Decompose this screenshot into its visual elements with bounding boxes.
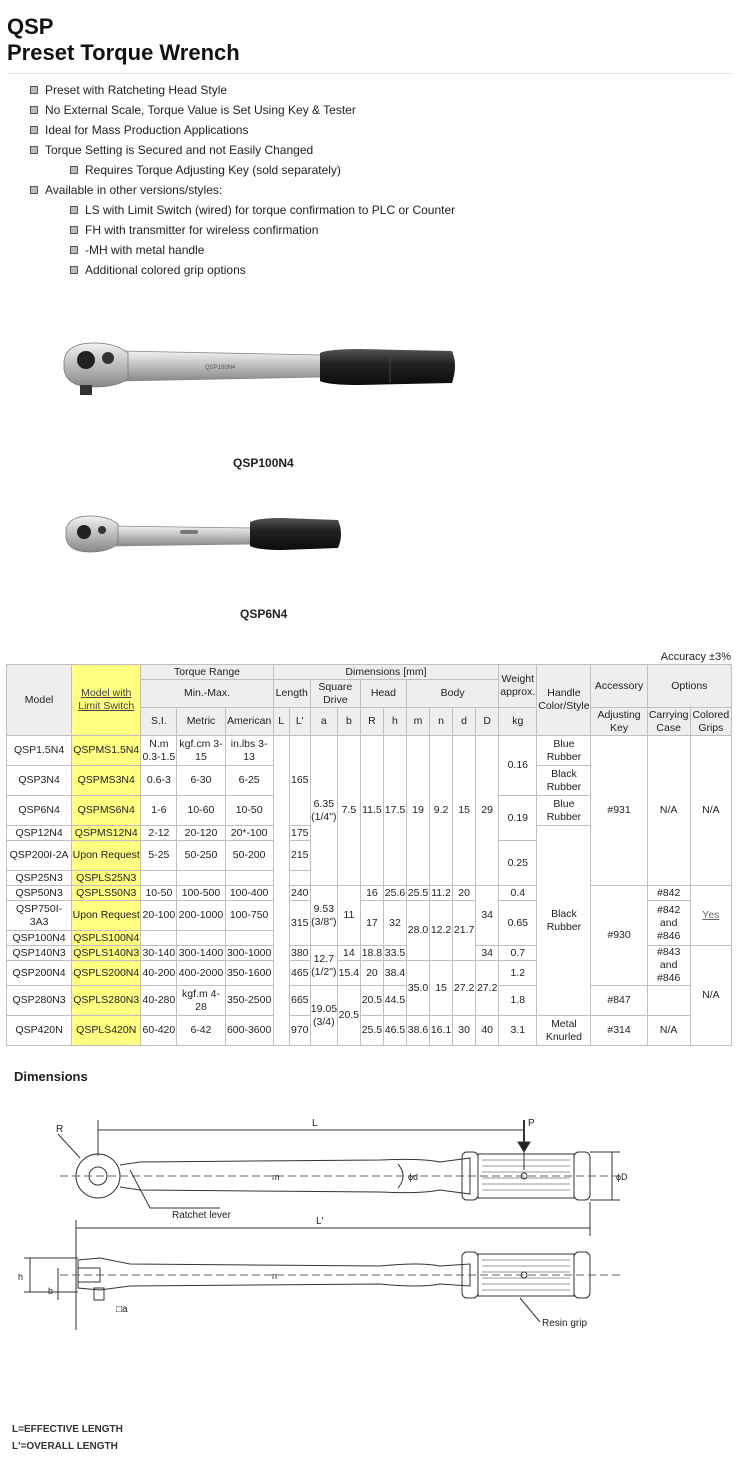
table-cell: 44.5: [383, 986, 406, 1016]
table-cell: QSP200N4: [7, 961, 72, 986]
table-cell: QSP140N3: [7, 946, 72, 961]
bullet-icon: [70, 266, 78, 274]
table-cell: QSPMS12N4: [72, 826, 141, 841]
table-cell: QSPLS280N3: [72, 986, 141, 1016]
table-cell: 15: [430, 961, 453, 1016]
table-cell: 5-25: [141, 841, 177, 871]
table-cell: 20: [453, 886, 476, 901]
table-cell: 30: [453, 1016, 476, 1046]
header-metric: Metric: [177, 708, 225, 736]
table-cell: 1.8: [499, 986, 537, 1016]
legend-effective: L=EFFECTIVE LENGTH: [12, 1424, 123, 1435]
dim-label-P: P: [528, 1118, 535, 1129]
table-cell: N/A: [647, 1016, 690, 1046]
header-h: h: [383, 708, 406, 736]
header-a: a: [310, 708, 337, 736]
table-cell: QSP200I-2A: [7, 841, 72, 871]
cell-Lp: 165: [289, 736, 310, 826]
cell-b: 7.5: [337, 736, 360, 886]
table-cell: 20: [360, 961, 383, 986]
table-cell: 10-50: [225, 796, 273, 826]
header-b: b: [337, 708, 360, 736]
header-dimensions: Dimensions [mm]: [273, 665, 499, 680]
feature-subitem: -MH with metal handle: [30, 240, 455, 260]
bullet-icon: [70, 166, 78, 174]
table-cell: 16: [360, 886, 383, 901]
table-cell: 0.4: [499, 886, 537, 901]
table-cell: 19.05 (3/4): [310, 986, 337, 1046]
cell-D: 29: [476, 736, 499, 886]
table-cell: 300-1000: [226, 946, 272, 959]
table-cell: 14: [337, 946, 360, 961]
table-row: [7, 986, 732, 1016]
header-options: Options: [647, 665, 731, 708]
feature-item: Ideal for Mass Production Applications: [30, 120, 455, 140]
feature-subitem: Requires Torque Adjusting Key (sold separately): [30, 160, 455, 180]
cell-case: N/A: [647, 736, 690, 886]
table-cell: 15.4: [337, 961, 360, 986]
table-cell: 10-60: [177, 796, 225, 826]
table-cell: QSP25N3: [7, 871, 72, 886]
table-cell: QSPLS200N4: [72, 961, 141, 986]
cell-n: 9.2: [430, 736, 453, 886]
table-cell: #930: [591, 886, 647, 986]
table-cell: QSP100N4: [7, 931, 72, 946]
table-cell: 6-42: [177, 1016, 225, 1046]
table-cell: QSPLS25N3: [72, 871, 141, 886]
table-cell: 17: [360, 901, 383, 946]
table-cell: 3.1: [499, 1016, 537, 1046]
table-cell: 20.5: [337, 986, 360, 1046]
dim-label-resin: Resin grip: [542, 1318, 588, 1329]
dim-label-n: n: [272, 1271, 278, 1281]
table-cell: QSPLS100N4: [73, 931, 140, 944]
table-cell: 25.5: [407, 886, 429, 899]
table-cell: 30-140: [142, 946, 176, 959]
cell-weight: 0.16: [499, 736, 537, 796]
table-cell: QSPLS420N: [72, 1016, 141, 1046]
table-cell: 1-6: [141, 796, 177, 826]
table-cell: 27.2: [453, 961, 476, 1016]
table-cell: [177, 931, 225, 946]
table-cell: 6-25: [225, 766, 273, 796]
feature-item: Preset with Ratcheting Head Style: [30, 80, 455, 100]
header-adj-key: Adjusting Key: [591, 708, 647, 736]
cell-metric: kgf.cm 3-15: [177, 736, 225, 766]
table-cell: [690, 886, 731, 946]
table-cell: Black Rubber: [537, 766, 591, 796]
header-torque-range: Torque Range: [141, 665, 273, 680]
table-cell: QSP12N4: [7, 826, 72, 841]
cell-h: 17.5: [383, 736, 406, 886]
table-cell: 350-2500: [225, 986, 273, 1016]
table-cell: 38.6: [406, 1016, 429, 1046]
bullet-icon: [70, 206, 78, 214]
header-carry: Carrying Case: [648, 708, 689, 734]
header-Lp: L': [289, 708, 310, 736]
cell-si: N.m 0.3-1.5: [141, 736, 177, 766]
table-cell: 40: [476, 1016, 499, 1046]
dim-label-R: R: [56, 1124, 64, 1135]
table-cell: 60-420: [141, 1016, 177, 1046]
table-cell: 240: [290, 886, 309, 899]
cell-handle: Blue Rubber: [537, 736, 591, 766]
feature-subitem: FH with transmitter for wireless confirmation: [30, 220, 455, 240]
title-divider: [7, 73, 732, 74]
table-cell: 35.0: [406, 961, 429, 1016]
header-m: m: [406, 708, 429, 736]
table-cell: 6-30: [177, 766, 225, 796]
header-min-max: Min.-Max.: [141, 680, 273, 708]
wrench-photo-qsp6n4: [62, 508, 352, 568]
table-cell: 20-100: [141, 901, 177, 931]
header-n: n: [430, 708, 453, 736]
bullet-icon: [30, 186, 38, 194]
table-cell: 20-120: [177, 826, 225, 841]
table-cell: 970: [289, 1016, 310, 1046]
cell-L: [273, 736, 289, 1046]
dim-label-b: b: [48, 1286, 54, 1296]
dim-label-D: ϕD: [616, 1172, 628, 1182]
feature-item: No External Scale, Torque Value is Set Using Key & Tester: [30, 100, 455, 120]
image-caption-2: QSP6N4: [240, 607, 288, 621]
table-cell: 16.1: [430, 1016, 453, 1046]
table-cell: 11: [337, 886, 360, 946]
cell-model: QSP1.5N4: [7, 736, 72, 766]
spec-table: [6, 664, 732, 1046]
header-accessory: Accessory: [591, 665, 647, 708]
title-line-1: QSP: [7, 14, 54, 39]
bullet-icon: [30, 106, 38, 114]
cell-m: 19: [406, 736, 429, 886]
bullet-icon: [70, 226, 78, 234]
table-cell: 50-250: [177, 841, 225, 871]
table-cell: 46.5: [383, 1016, 406, 1046]
header-length: Length: [273, 680, 310, 708]
legend-overall: L'=OVERALL LENGTH: [12, 1441, 118, 1452]
header-model-ls: Model with Limit Switch: [72, 665, 141, 736]
table-cell: 350-1600: [225, 961, 273, 986]
table-cell: 12.2: [430, 901, 453, 961]
table-cell: Upon Request: [72, 841, 141, 871]
dim-label-h: h: [18, 1272, 24, 1282]
table-cell: 34: [476, 886, 499, 946]
header-grips: Colored Grips: [690, 708, 731, 736]
table-cell: QSP280N3: [7, 986, 72, 1016]
feature-subitem: Additional colored grip options: [30, 260, 455, 280]
table-cell: kgf.m 4-28: [177, 986, 225, 1016]
bullet-icon: [70, 246, 78, 254]
table-cell: 100-750: [225, 901, 273, 931]
header-body: Body: [406, 680, 498, 708]
cell-d: 15: [453, 736, 476, 886]
table-cell: 100-500: [177, 886, 225, 901]
table-cell: QSP6N4: [7, 796, 72, 826]
table-cell: 25.5: [360, 1016, 383, 1046]
dim-label-a: □a: [116, 1304, 128, 1315]
header-head: Head: [360, 680, 406, 708]
table-row: [7, 736, 732, 766]
wrench-engraving: QSP100N4: [205, 365, 236, 371]
table-cell: 100-400: [225, 886, 273, 901]
table-cell: QSPMS3N4: [72, 766, 141, 796]
table-cell: 315: [289, 901, 310, 946]
header-weight: Weight approx.: [499, 665, 537, 708]
image-caption-1: QSP100N4: [233, 456, 294, 470]
table-cell: N/A: [690, 946, 731, 1046]
table-cell: 32: [383, 901, 406, 946]
bullet-icon: [30, 146, 38, 154]
header-d: d: [453, 708, 476, 736]
table-cell: 665: [289, 986, 310, 1016]
table-cell: Black Rubber: [537, 826, 591, 1016]
table-cell: 0.19: [499, 796, 537, 841]
cell-R: 11.5: [360, 736, 383, 886]
table-cell: 380: [290, 946, 309, 959]
table-cell: QSPLS50N3: [72, 886, 141, 901]
feature-item: Available in other versions/styles:: [30, 180, 455, 200]
table-cell: 20.5: [360, 986, 383, 1016]
cell-american: in.lbs 3-13: [225, 736, 273, 766]
table-cell: 27.2: [476, 961, 499, 1016]
table-cell: 11.2: [431, 886, 451, 899]
table-cell: QSP420N: [7, 1016, 72, 1046]
table-cell: 40-280: [141, 986, 177, 1016]
dimensions-title: Dimensions: [14, 1069, 88, 1084]
bullet-icon: [30, 126, 38, 134]
table-cell: QSPLS140N3: [73, 946, 140, 959]
table-cell: [225, 871, 273, 886]
dim-label-Lp: L': [316, 1216, 324, 1227]
dim-label-ratchet: Ratchet lever: [172, 1210, 231, 1221]
table-cell: [141, 871, 177, 886]
header-model: Model: [7, 665, 72, 736]
table-cell: QSP3N4: [7, 766, 72, 796]
cell-model-ls: QSPMS1.5N4: [72, 736, 141, 766]
dim-label-m: m: [272, 1172, 280, 1182]
colored-grips-yes-link[interactable]: Yes: [702, 909, 720, 921]
table-cell: 600-3600: [225, 1016, 273, 1046]
table-cell: 465: [289, 961, 310, 986]
table-cell: 400-2000: [177, 961, 225, 986]
dim-label-L: L: [312, 1118, 318, 1129]
table-cell: 175: [290, 826, 309, 839]
table-cell: 200-1000: [177, 901, 225, 931]
header-D: D: [476, 708, 499, 736]
table-cell: #314: [591, 1016, 647, 1046]
table-cell: 33.5: [384, 946, 406, 959]
table-cell: 0.25: [499, 841, 537, 886]
table-cell: Upon Request: [72, 901, 141, 931]
table-cell: 28.0: [406, 901, 429, 961]
feature-item: Torque Setting is Secured and not Easily Changed: [30, 140, 455, 160]
table-cell: 12.7 (1/2"): [310, 946, 337, 986]
cell-grips: N/A: [690, 736, 731, 886]
table-cell: QSPMS6N4: [72, 796, 141, 826]
dimensions-drawing: [0, 1090, 742, 1420]
table-cell: #847: [591, 986, 647, 1016]
table-cell: 25.6: [384, 886, 406, 899]
bullet-icon: [30, 86, 38, 94]
table-cell: 300-1400: [178, 946, 224, 959]
page-title: [7, 14, 240, 66]
feature-subitem: LS with Limit Switch (wired) for torque confirmation to PLC or Counter: [30, 200, 455, 220]
header-handle: Handle Color/Style: [537, 665, 591, 736]
cell-a: 6.35 (1/4"): [310, 736, 337, 886]
table-cell: Metal Knurled: [537, 1016, 591, 1046]
table-cell: 20*-100: [225, 826, 273, 841]
table-cell: #843 and #846: [647, 946, 690, 986]
cell-key: #931: [591, 736, 647, 886]
table-cell: 10-50: [141, 886, 177, 901]
table-cell: 0.6-3: [141, 766, 177, 796]
table-row: [7, 1016, 732, 1046]
table-cell: 215: [289, 841, 310, 871]
header-L: L: [273, 708, 289, 736]
table-cell: QSP50N3: [7, 886, 72, 901]
header-american: American: [225, 708, 273, 736]
table-cell: Blue Rubber: [537, 796, 591, 826]
table-row: [7, 886, 732, 901]
table-cell: 40-200: [141, 961, 177, 986]
header-square-drive: Square Drive: [310, 680, 360, 708]
table-cell: [225, 931, 273, 946]
header-R: R: [360, 708, 383, 736]
table-cell: 21.7: [453, 901, 476, 961]
header-si: S.I.: [141, 708, 177, 736]
table-cell: #842 and #846: [647, 901, 690, 946]
table-cell: 18.8: [361, 946, 383, 959]
feature-list: [30, 80, 455, 280]
table-cell: 50-200: [225, 841, 273, 871]
table-cell: 2-12: [141, 826, 177, 841]
table-cell: 0.7: [499, 946, 537, 961]
accuracy-note: Accuracy ±3%: [660, 651, 731, 663]
table-cell: 1.2: [499, 961, 537, 986]
table-cell: 9.53 (3/8"): [310, 886, 337, 946]
table-cell: [289, 871, 310, 886]
dim-label-d: ϕd: [408, 1172, 419, 1182]
wrench-photo-qsp100n4: [60, 335, 460, 415]
header-kg: kg: [499, 708, 537, 736]
title-line-2: Preset Torque Wrench: [7, 40, 240, 65]
table-cell: 38.4: [383, 961, 406, 986]
table-cell: 34: [476, 946, 499, 961]
table-cell: QSP750I-3A3: [7, 901, 72, 931]
table-cell: [177, 871, 225, 886]
table-cell: 0.65: [499, 901, 537, 946]
table-cell: [141, 931, 177, 946]
table-cell: #842: [647, 886, 690, 901]
